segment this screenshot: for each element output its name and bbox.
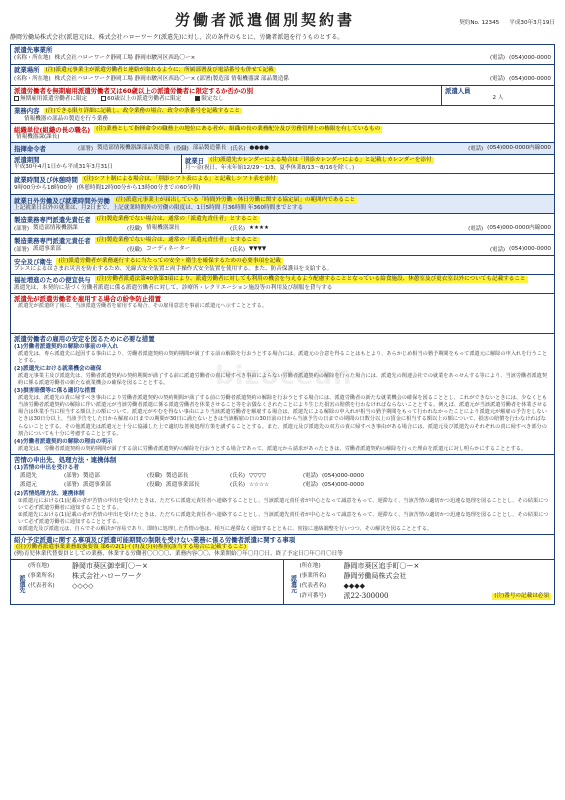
field-label: (所在地) [299,563,321,570]
note: (注)労働者派遣事業業務取扱要領 第6の2(1)イ(ﾇ)及び(ﾙ)参照(該当する場合に記載すること) [16,543,247,550]
hire-value: 派遣先が派遣終了後に、当該派遣労働者を雇用する場合、その雇用意思を事前に派遣元へ示すこととする。 [18,303,268,310]
welfare [11,275,554,294]
complaint-dest-dept: 製造部 [83,472,100,479]
complaint-src-dept: 派遣事業部 [83,481,111,488]
subsection-heading: (4)労働者派遣契約の解除の理由の明示 [14,438,113,445]
section-label: 派遣期間 [14,156,40,165]
src-manager [11,235,554,256]
field-label: (部署) [14,225,29,232]
field-label: (氏名) [230,481,245,488]
worker-limitation [11,86,554,106]
work-hours [11,174,554,195]
intro-text: 静岡労働局株式会社(派遣元)は、株式会社ハローワーク(派遣先)に対し、次の条件のもとに、労働者派遣を行うものとする。 [10,34,344,41]
field-label: (部署) [78,145,93,152]
paragraph: 派遣先は、労働者派遣契約の契約期間が満了する前に労働者派遣契約の解除を行おうとする場合であって、派遣元から請求があったときは、労働者派遣契約の解除を行った理由を派遣元に対し明らかにすることとする。 [18,445,527,452]
subsection-heading: (2)派遣先における就業機会の確保 [14,366,102,373]
note: (注)業務として指揮命令の職務上の地位にある者が、組織の長の業務配分及び労務管理上の権限を有しているもの [96,126,381,133]
watermark: bizocean [215,361,353,391]
note: (注)シフト制による場合は、「別添シフト表による」と記載しシフト表を添付 [83,176,276,183]
field-label: (役職) [147,481,162,488]
section-label: 製造業務専門派遣元責任者 [14,236,91,245]
section-label: 派遣先が派遣労働者を雇用する場合の紛争防止措置 [14,295,161,304]
page-title: 労働者派遣個別契約書 [175,11,356,30]
workplace [11,65,554,86]
section-label: 派遣労働者の雇用の安定を図るために必要な措置 [14,335,155,344]
field-label: (電話) [468,145,484,152]
section-label: 就業日外労働及び就業時間外労働 [14,196,110,205]
subsection-heading: (1)苦情の申出を受ける者 [14,464,79,471]
side-label: 派遣先 [20,472,37,479]
subsection-heading: (1)労働者派遣契約の解除の事前の申入れ [14,344,119,351]
field-label: (許可番号) [299,593,327,600]
work-content [11,106,554,125]
note: (注)できる限り詳細に記載し、政令業務の場合、政令の条番号を記載すること [45,107,241,114]
dest-side-label: 派遣先 [18,574,25,593]
dest-name-address: 株式会社ハローワーク静岡工場 静岡市駿河区西島〇ー× [54,54,196,61]
src-office: 静岡労働局株式会社 [343,572,407,581]
note: (注)派遣元事業主が派遣労働者と連絡が取れるように、所属部署及び電話番号も併せて記載 [45,66,274,73]
field-label: (氏名) [230,145,246,152]
field-label: (所在地) [28,563,50,570]
dest-manager-name: ★★★★ [249,225,270,232]
section-label: 派遣労働者を無期雇用派遣労働者又は60歳以上の派遣労働者に限定するか否かの別 [14,86,253,95]
section-label: 就業時間及び休憩時間 [14,175,78,184]
subsection-heading: (2)苦情処理方法、連携体制 [14,490,85,497]
workplace-name-address: 株式会社ハローワーク静岡工場 静岡市駿河区西島〇ー× (部署)製造部 情報機器課 部品製造係 [54,75,289,82]
contract-date: 平成30年3月19日 [509,20,555,27]
field-label: (氏名) [230,472,245,479]
complaint [11,455,554,535]
field-label: (代表者名) [299,583,327,590]
referral [11,535,554,559]
field-label: (役職) [127,225,142,232]
note: (注)派遣先カレンダーによる場合は「別添カレンダーによる」と記載しカレンダーを添付 [210,157,432,164]
src-manager-role: コーディネーター [146,246,191,253]
dest-manager-dept: 製造部情報機器課 [33,225,78,232]
commander [11,143,554,155]
complaint-src-name: ☆☆☆☆ [249,481,270,488]
overtime-value: 上記就業日以外の就業は、月2日まで、上記就業時間外の労働の限度は、1日5時間 月36時間 年360時間までとする [14,205,304,212]
complaint-dest-role: 製造部長 [166,472,189,479]
note: (注)派遣元事業主が届出している「時間外労働・休日労働に関する協定届」の範囲内であること [115,197,356,204]
paragraph: 派遣元事業主及び派遣先は、労働者派遣契約の契約期間が満了する前に派遣労働者の責に帰すべき事由によらない労働者派遣契約の解除を行った場合には、派遣先の関連会社での就業をあっせんする等により、当該労働者派遣契約に係る派遣労働者の新たな就業機会の確保を図ることとする。 [18,373,547,387]
side-label: 派遣元 [20,481,37,488]
dest-manager-role: 情報機器課長 [146,225,180,232]
src-manager-name: ▼▼▼▼ [249,246,267,253]
commander-tel: (054)000-0000内線000 [487,145,551,152]
checkbox-icon [101,96,106,101]
field-label: (役職) [173,145,189,152]
field-label: (部署) [14,246,29,253]
complaint-dest-name: ▽▽▽▽ [249,472,267,479]
referral-value: (例)育児休業代替要員としての業務、休業する労働者〇〇〇〇、業務内容〇〇、休業開始〇年〇月〇日、終了予定日〇年〇月〇日等 [14,550,343,557]
src-manager-tel: (054)000-0000 [509,246,551,253]
paragraph: ②派遣先における(1)記載の者が苦情の申出を受けたときは、ただちに派遣先責任者へ連絡することとし、当該派遣先責任者が中心となって誠意をもって、遅滞なく、当該苦情の適切かつ迅速な処理を図ることとし、その結果について必ず派遣労働者に通知することとする。 [18,511,549,525]
organization-unit [11,124,554,143]
section-label: 派遣先事業所 [14,45,53,54]
org-unit-value: 情報機器課(課長) [16,134,60,141]
field-label: (電話) [303,472,318,479]
field-label: (氏名) [230,246,245,253]
period-value: 平成30年4月1日から平成31年3月31日 [14,164,114,171]
work-content-value: 情報機器の部品の製造を行う業務 [24,115,108,122]
option-over60[interactable] [101,96,181,103]
option-indefinite[interactable] [14,96,87,103]
field-label: (氏名) [230,225,245,232]
field-label: (名称・所在地) [14,75,51,82]
dest-manager [11,214,554,235]
field-label: (代表者名) [28,583,55,590]
section-label: 就業場所 [14,66,40,74]
license-number: 派22-300000 [343,592,389,601]
note: (注)製造業務でない場合は、通常の「派遣先責任者」とすること [96,216,258,223]
hire-dispute-prevention [11,294,554,334]
section-label: 紹介予定派遣に関する事項及び派遣可能期間の制限を受けない業務に係る労働者派遣に関する事項 [14,535,296,544]
paragraph: ③派遣先及び派遣元は、自らでその解決が容易であり、即時に処理した苦情の他は、相互に遅滞なく通知するとともに、密接に連絡調整を行いつつ、その解決を図ることとする。 [18,525,433,532]
field-label: (部署) [64,472,79,479]
workplace-tel: (054)000-0000 [509,75,551,82]
safety [11,256,554,275]
note: (注)派遣労働者が業務遂行するに当たっての安全・衛生を確保するための必要事項を記載 [58,258,281,265]
paragraph: 派遣先は、派遣先の責に帰すべき事由により労働者派遣契約の契約期間が満了する前に労働者派遣契約の解除を行おうとする場合には、派遣労働者の新たな就業機会の確保を図ることとし、これができないときには、少なくとも当該労働者派遣契約の解除に伴い派遣元が当該労働者派遣に係る派遣労働者を休業させること等を余儀なくされたことにより生じた損害の賠償を行わなければならないこととする。例えば、派遣元が当該派遣労働者を休業させる場合は休業手当に相当する額以上の額について、派遣元がやむを得ない事由により当該派遣労働者を解雇する場合は、派遣先による解除の申入れが相当の猶予期間をもって行われなかったことにより派遣元が解雇の予告をしないときは30日分以上、当該予告をした日から解雇の日までの期間が30日に満たないときは当該解雇の日の30日前の日から当該予告の日までの期間の日数分以上の賃金に相当する額以上の額について、損害の賠償を行わなければならないこととする。その他派遣先は派遣元と十分に協議した上で適切な善後処理方策を講ずることとする。また、派遣元及び派遣先の双方の責に帰すべき事由がある場合には、派遣元及び派遣先のそれぞれの責に帰すべき部分の割合についても十分に考慮することとする。 [18,395,548,437]
break-time: (休憩時間12時00分から13時00分までの60分間) [76,185,201,192]
note: (注)製造業務でない場合は、通常の「派遣元責任者」とすること [96,237,258,244]
section-label: 安全及び衛生 [14,257,53,266]
field-label: (事業所名) [28,573,55,580]
dest-signature [25,560,283,604]
commander-dept: 製造部情報機器課部品製造係 [97,145,170,152]
commander-role: 部品製造係長 [192,145,227,152]
complaint-src-role: 派遣事業部長 [166,481,200,488]
paragraph: ①派遣元における(1)記載の者が苦情の申出を受けたときは、ただちに派遣元責任者へ連絡することとし、当該派遣元責任者が中心となって誠意をもって、遅滞なく、当該苦情の適切かつ迅速な処理を図ることとし、その結果について必ず派遣労働者に通知することとする。 [18,497,549,511]
dest-address: 静岡市葵区御幸町〇ー× [72,562,148,571]
paragraph: 派遣先は、専ら派遣先に起因する事由により、労働者派遣契約の契約期間が満了する前の解除を行おうとする場合には、派遣元の合意を得ることはもとより、あらかじめ相当の猶予期間をもって派遣元に解除の申入れを行うこととする。 [18,351,548,365]
dest-representative: ◇◇◇◇ [72,582,94,591]
section-label: 製造業務専門派遣先責任者 [14,215,91,224]
field-label: (電話) [468,225,484,232]
section-label: 派遣人員 [445,86,471,95]
src-side-label: 派遣元 [283,560,297,604]
worker-count: 2 人 [492,94,504,101]
overtime [11,195,554,214]
note: (注)労働者派遣法第40条第3項により、派遣労働者に対しても利用の機会を与えるよう配慮することとなっている給食施設、休憩室及び更衣室以外についても記載すること [96,276,526,283]
option-none[interactable] [195,96,223,103]
complaint-src-tel: (054)000-0000 [322,481,364,488]
option-label: 60歳以上の派遣労働者に限定 [107,95,182,102]
field-label: (電話) [303,481,318,488]
section-label: 組織単位(組織の長の職名) [14,125,91,134]
dest-manager-tel: (054)000-0000内線000 [487,225,551,232]
option-label: 限定なし [201,95,224,102]
field-label: (名称・所在地) [14,54,51,61]
signature-block [11,559,554,604]
field-label: (電話) [490,54,506,61]
complaint-dest-tel: (054)000-0000 [322,472,364,479]
commander-name: ●●●● [249,145,269,152]
work-days-value: 月〜金(祝日、年末年始12/29〜1/3、夏季休業8/13〜8/16を除く。) [185,165,355,172]
dest-office: 株式会社ハローワーク [72,572,142,581]
dispatch-destination [11,45,554,65]
dest-tel: (054)000-0000 [509,54,551,61]
field-label: (事業所名) [299,573,327,580]
field-label: (電話) [490,246,506,253]
contract-sheet [10,44,555,605]
src-manager-dept: 派遣事業部 [33,246,61,253]
section-label: 指揮命令者 [14,144,46,153]
employment-stability [11,334,554,454]
field-label: (役職) [127,246,142,253]
src-signature [297,560,555,604]
section-label: 業務内容 [14,107,40,115]
option-label: 無期雇用派遣労働者に限定 [20,95,88,102]
subsection-heading: (3)損害賠償等に係る適切な措置 [14,388,96,395]
section-label: 苦情の申出先、処理方法・連携体制 [14,455,117,464]
field-label: (電話) [490,75,506,82]
src-representative: ◆◆◆◆ [343,582,366,591]
work-time: 9時00分から18時00分 [14,185,73,192]
checkbox-icon [14,96,19,101]
contract-number: 契約No. 12345 [459,20,500,27]
field-label: (部署) [64,481,79,488]
src-address: 静岡市葵区追手町〇ー× [343,562,420,571]
field-label: (役職) [147,472,162,479]
section-label: 福祉増進のための便宜供与 [14,276,91,285]
header [10,8,555,30]
safety-value: プレスによるはさまれ災害を防止するため、光線式安全装置と両手操作式安全装置を使用する。また、防音保護具を支給する。 [14,266,333,273]
note: (注)番号の記載は必須 [494,593,549,600]
checkbox-checked-icon [195,96,200,101]
header-meta [459,20,555,30]
period-and-days [11,155,554,174]
welfare-value: 派遣先は、本契約に基づく労働者派遣に係る派遣労働者に対して、診療所・レクリエーション施設等の利用及び制服を貸与する [14,285,333,292]
section-label: 就業日 [185,156,205,165]
